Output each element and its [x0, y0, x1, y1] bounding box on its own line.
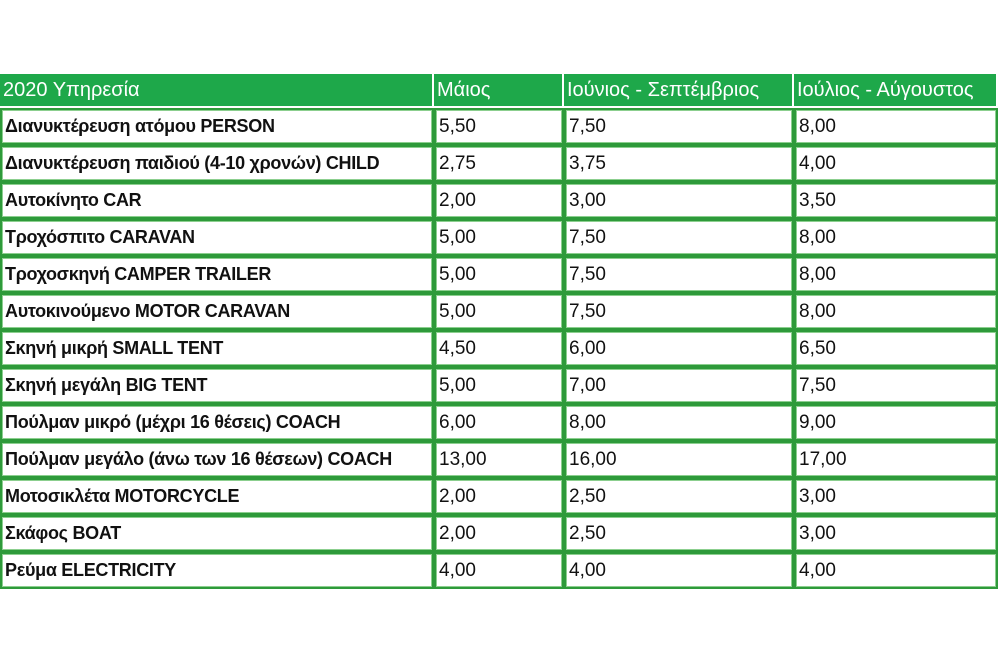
july-august-price-cell: 4,00	[794, 145, 998, 182]
table-row	[0, 367, 998, 404]
may-price-cell: 5,50	[434, 108, 564, 145]
table-row	[0, 219, 998, 256]
table-header	[0, 74, 998, 108]
service-cell: Σκηνή μεγάλη BIG TENT	[0, 367, 434, 404]
table-body	[0, 108, 998, 589]
july-august-price-cell: 7,50	[794, 367, 998, 404]
table-row	[0, 256, 998, 293]
may-price-cell: 5,00	[434, 219, 564, 256]
may-price-cell: 2,75	[434, 145, 564, 182]
service-cell: Αυτοκίνητο CAR	[0, 182, 434, 219]
july-august-price-cell: 8,00	[794, 293, 998, 330]
service-cell: Σκάφος BOAT	[0, 515, 434, 552]
table-row	[0, 293, 998, 330]
july-august-price-cell: 8,00	[794, 108, 998, 145]
may-price-cell: 5,00	[434, 367, 564, 404]
service-cell: Ρεύμα ELECTRICITY	[0, 552, 434, 589]
may-price-cell: 13,00	[434, 441, 564, 478]
table-row	[0, 552, 998, 589]
june-september-price-cell: 2,50	[564, 478, 794, 515]
table-row	[0, 182, 998, 219]
header-july-august: Ιούλιος - Αύγουστος	[794, 74, 998, 108]
service-cell: Σκηνή μικρή SMALL TENT	[0, 330, 434, 367]
header-service: 2020 Υπηρεσία	[0, 74, 434, 108]
service-cell: Διανυκτέρευση παιδιού (4-10 χρονών) CHILD	[0, 145, 434, 182]
service-cell: Αυτοκινούμενο MOTOR CARAVAN	[0, 293, 434, 330]
july-august-price-cell: 3,00	[794, 515, 998, 552]
service-cell: Διανυκτέρευση ατόμου PERSON	[0, 108, 434, 145]
june-september-price-cell: 16,00	[564, 441, 794, 478]
service-cell: Μοτοσικλέτα MOTORCYCLE	[0, 478, 434, 515]
price-table	[0, 74, 998, 589]
table-row	[0, 108, 998, 145]
june-september-price-cell: 8,00	[564, 404, 794, 441]
june-september-price-cell: 7,50	[564, 108, 794, 145]
july-august-price-cell: 17,00	[794, 441, 998, 478]
june-september-price-cell: 7,00	[564, 367, 794, 404]
may-price-cell: 4,50	[434, 330, 564, 367]
june-september-price-cell: 3,75	[564, 145, 794, 182]
june-september-price-cell: 6,00	[564, 330, 794, 367]
service-cell: Τροχόσπιτο CARAVAN	[0, 219, 434, 256]
may-price-cell: 6,00	[434, 404, 564, 441]
table-row	[0, 145, 998, 182]
table-row	[0, 330, 998, 367]
july-august-price-cell: 8,00	[794, 256, 998, 293]
table-row	[0, 515, 998, 552]
may-price-cell: 2,00	[434, 182, 564, 219]
june-september-price-cell: 7,50	[564, 293, 794, 330]
july-august-price-cell: 9,00	[794, 404, 998, 441]
table-row	[0, 404, 998, 441]
table-row	[0, 441, 998, 478]
july-august-price-cell: 6,50	[794, 330, 998, 367]
june-september-price-cell: 7,50	[564, 219, 794, 256]
service-cell: Τροχοσκηνή CAMPER TRAILER	[0, 256, 434, 293]
may-price-cell: 5,00	[434, 293, 564, 330]
service-cell: Πούλμαν μεγάλο (άνω των 16 θέσεων) COACH	[0, 441, 434, 478]
july-august-price-cell: 8,00	[794, 219, 998, 256]
header-may: Μάιος	[434, 74, 564, 108]
may-price-cell: 2,00	[434, 478, 564, 515]
july-august-price-cell: 3,50	[794, 182, 998, 219]
header-june-september: Ιούνιος - Σεπτέμβριος	[564, 74, 794, 108]
june-september-price-cell: 2,50	[564, 515, 794, 552]
june-september-price-cell: 7,50	[564, 256, 794, 293]
header-row	[0, 74, 998, 108]
july-august-price-cell: 3,00	[794, 478, 998, 515]
june-september-price-cell: 4,00	[564, 552, 794, 589]
service-cell: Πούλμαν μικρό (μέχρι 16 θέσεις) COACH	[0, 404, 434, 441]
may-price-cell: 2,00	[434, 515, 564, 552]
may-price-cell: 5,00	[434, 256, 564, 293]
july-august-price-cell: 4,00	[794, 552, 998, 589]
may-price-cell: 4,00	[434, 552, 564, 589]
june-september-price-cell: 3,00	[564, 182, 794, 219]
table-row	[0, 478, 998, 515]
